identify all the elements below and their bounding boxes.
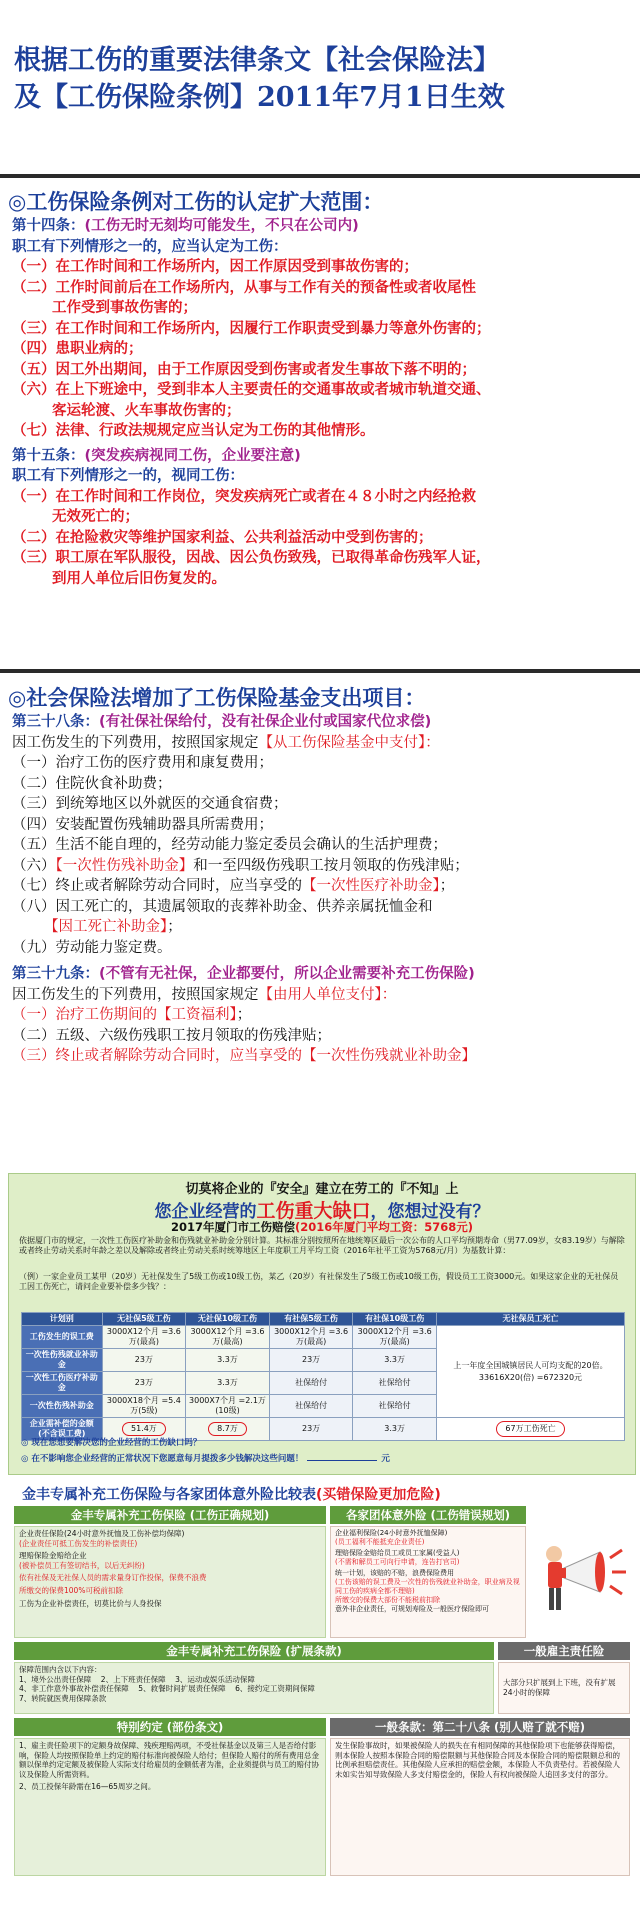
article-39-heading: 第三十九条：(不管有无社保，企业都要付，所以企业需要补充工伤保险)	[12, 966, 475, 982]
death-compensation-note: 上一年度全国城镇居民人可均支配的20倍。 33616X20(倍) =672320元	[436, 1326, 624, 1418]
table-header: 有社保5级工伤	[269, 1313, 353, 1326]
table-cell: 社保给付	[269, 1395, 353, 1418]
comparison-title: 金丰专属补充工伤保险与各家团体意外险比较表(买错保险更加危险)	[22, 1487, 441, 1503]
article-14-item-cont: 客运轮渡、火车事故伤害的；	[52, 402, 241, 419]
article-14-item: （一）在工作时间和工作场所内，因工作原因受到事故伤害的；	[12, 259, 418, 275]
article-14-item: （六）在上下班途中，受到非本人主要责任的交通事故或者城市轨道交通、	[12, 382, 491, 398]
page-header	[0, 0, 640, 116]
article-38-item: （七）终止或者解除劳动合同时，应当享受的【一次性医疗补助金】；	[12, 878, 455, 894]
infobox-example: （例）一家企业员工某甲（20岁）无社保发生了5级工伤或10级工伤，某乙（20岁）有社保发生了5级工伤或10级工伤，假设员工工资3000元。如果这家企业的无社保员工因工伤死亡，请问企业要补偿多少钱？：	[19, 1272, 619, 1291]
employer-liability-header: 一般雇主责任险	[498, 1642, 630, 1660]
article-38-item: （五）生活不能自理的，经劳动能力鉴定委员会确认的生活护理费；	[12, 837, 447, 853]
table-cell: 3000X12个月 =3.6万(最高)	[186, 1326, 270, 1349]
table-cell: 23万	[102, 1372, 186, 1395]
table-header: 无社保员工死亡	[436, 1313, 624, 1326]
table-cell: 3000X12个月 =3.6万(最高)	[353, 1326, 437, 1349]
table-cell: 3.3万	[186, 1372, 270, 1395]
compensation-infobox	[8, 1173, 636, 1475]
employer-liability-body: 大部分只扩展到上下班，没有扩展24小时的保障	[498, 1662, 630, 1714]
article-14-item: （三）在工作时间和工作场所内，因履行工作职责受到暴力等意外伤害的；	[12, 320, 491, 337]
article-14-heading: 第十四条：(工伤无时无刻均可能发生，不只在公司内)	[12, 218, 359, 234]
table-header: 无社保5级工伤	[102, 1313, 186, 1326]
article-14-intro: 职工有下列情形之一的，应当认定为工伤：	[12, 238, 288, 255]
table-cell: 23万	[269, 1418, 353, 1441]
table-cell: 8.7万	[186, 1418, 270, 1441]
article-39-item: （二）五级、六级伤残职工按月领取的伤残津贴；	[12, 1027, 331, 1044]
infobox-note-1: ◎ 现在您想要解决您的企业经营的工伤缺口吗？	[21, 1438, 202, 1448]
infobox-question: 您企业经营的工伤重大缺口，您想过没有？	[154, 1200, 490, 1222]
row-label: 一次性伤残补助金	[22, 1395, 103, 1418]
right-column-header: 各家团体意外险 (工伤错误规划)	[330, 1506, 526, 1524]
row-label: 一次性工伤医疗补助金	[22, 1372, 103, 1395]
insurance-comparison	[8, 1478, 636, 1883]
article-38-item: （八）因工死亡的，其遗属领取的丧葬补助金、供养亲属抚恤金和	[12, 898, 433, 915]
article-38-item: （四）安装配置伤残辅助器具所需费用；	[12, 816, 273, 833]
table-cell: 3000X7个月 =2.1万(10级)	[186, 1395, 270, 1418]
article-15-item: （三）职工原在军队服役，因战、因公负伤致残，已取得革命伤残军人证，	[12, 550, 491, 566]
compensation-table	[21, 1312, 625, 1441]
section-title: ◎工伤保险条例对工伤的认定扩大范围：	[8, 190, 384, 214]
header-line-2: 及【工伤保险条例】2011年7月1日生效	[14, 82, 505, 113]
table-cell: 3.3万	[353, 1349, 437, 1372]
table-header: 无社保10级工伤	[186, 1313, 270, 1326]
article-15-item: （一）在工作时间和工作岗位，突发疾病死亡或者在４８小时之内经抢救	[12, 488, 476, 505]
special-terms-header: 特别约定 (部份条文)	[14, 1718, 326, 1736]
infobox-slogan: 切莫将企业的『安全』建立在劳工的『不知』上	[185, 1182, 459, 1197]
table-cell: 社保给付	[353, 1395, 437, 1418]
special-terms-body: 1、雇主责任险项下的定额身故保障、残疾理赔两项，不受社保基金以及第三人是否给付影响，保险人均按照保险单上约定的赔付标准向被保险人给付；但保险人赔付的所有费用总金额以保单约定定额及被保险人实际支付给雇员的金额低者为准，企业须提供与员工的赔付协议及保险人所需资料。 2、员工投保年龄需在16—65周岁之间。	[14, 1738, 326, 1876]
table-cell: 社保给付	[269, 1372, 353, 1395]
article-38-item: （九）劳动能力鉴定费。	[12, 939, 172, 956]
table-cell: 67万工伤死亡	[436, 1418, 624, 1441]
table-header: 计划别	[22, 1313, 103, 1326]
row-label: 企业需补偿的金额 (不含误工费)	[22, 1418, 103, 1441]
article-39-intro: 因工伤发生的下列费用，按照国家规定【由用人单位支付】：	[12, 986, 397, 1003]
left-column-body: 企业责任保险(24小时意外抚恤及工伤补偿均保障) (企业责任可抵工伤发生的补偿责任) 理赔保险金赔给企业 (被补偿员工有签切结书，以后无纠纷) 依有社保及无社保人员的需求量身订作投保，保费不浪费 所缴交的保费100%可税前扣除 工伤为企业补偿责任，切莫比价与人身投保	[14, 1526, 326, 1638]
article-38-item: （二）住院伙食补助费；	[12, 775, 172, 792]
article-38-item: （一）治疗工伤的医疗费用和康复费用；	[12, 755, 273, 771]
table-header-row	[22, 1313, 625, 1326]
section-fund-expenses	[0, 684, 640, 1067]
right-column-body: 企业福利保险(24小时意外抚恤保障) (员工福利不能抵充企业责任) 理赔保险金赔给员工或员工家属(受益人) (不需和解员工可向行申请，连告打官司) 统一计划，该赔的不赔，浪费保险费用 (工伤该赔的误工费及一次性的伤残就业补助金，职业病及视同工伤的疾病全都不理赔) 所缴交的保费大部份不能税前扣除 意外非企业责任，可规划寿险及一般医疗保险即可	[330, 1526, 526, 1638]
row-label: 一次性伤残就业补助金	[22, 1349, 103, 1372]
table-cell: 23万	[269, 1349, 353, 1372]
article-39-item: （一）治疗工伤期间的【工资福利】；	[12, 1007, 252, 1023]
article-15-item-cont: 无效死亡的；	[52, 509, 139, 525]
table-cell: 51.4万	[102, 1418, 186, 1441]
infobox-note-2: ◎ 在不影响您企业经营的正常状况下您愿意每月提拨多少钱解决这些问题！ 元	[21, 1454, 390, 1464]
article-14-item: （七）法律、行政法规规定应当认定为工伤的其他情形。	[12, 423, 375, 439]
article-38-item-cont: 【因工死亡补助金】；	[44, 919, 182, 935]
article-38-item: （三）到统筹地区以外就医的交通食宿费；	[12, 796, 288, 812]
table-cell: 23万	[102, 1349, 186, 1372]
article-14-item: （五）因工外出期间，由于工作原因受到伤害或者发生事故下落不明的；	[12, 361, 476, 378]
table-cell: 3000X12个月 =3.6万(最高)	[269, 1326, 353, 1349]
article-14-item: （四）患职业病的；	[12, 341, 143, 357]
header-line-1: 根据工伤的重要法律条文【社会保险法】	[14, 45, 500, 76]
article-38-item: （六）【一次性伤残补助金】和一至四级伤残职工按月领取的伤残津贴；	[12, 857, 469, 874]
extension-body: 保障范围内含以下内容： 1、境外公出责任保障 2、上下班责任保障 3、运动或娱乐活动保障 4、非工作意外事故补偿责任保障 5、救餐时间扩展责任保障 6、接约定工资期间保障 7、转院就医费用保障条款	[14, 1662, 494, 1714]
extension-header: 金丰专属补充工伤保险 (扩展条款)	[14, 1642, 494, 1660]
general-terms-body: 发生保险事故时，如果被保险人的损失在有相同保障的其他保险项下也能够获得赔偿，则本保险人按照本保险合同的赔偿限额与其他保险合同及本保险合同的赔偿限额总和的比例承担赔偿责任。其他保险人应承担的赔偿金额，本保险人不负责垫付。若被保险人未如实告知导致保险人多支付赔偿金的，保险人有权向被保险人追回多支付的部分。	[330, 1738, 630, 1876]
table-cell: 3.3万	[353, 1418, 437, 1441]
table-row	[22, 1326, 625, 1349]
general-terms-header: 一般条款：第二十八条 (别人赔了就不赔)	[330, 1718, 630, 1736]
article-15-intro: 职工有下列情形之一的，视同工伤：	[12, 468, 244, 484]
table-cell: 3.3万	[186, 1349, 270, 1372]
megaphone-icon	[530, 1540, 630, 1620]
infobox-rules: 依据厦门市的规定，一次性工伤医疗补助金和伤残就业补助金分别计算。其标准分别按照所在地统筹区最后一次公布的人口平均预期寿命（男77.09岁，女83.19岁）与解除或者终止劳动关系时年龄之差以及解除或者终止劳动关系时统筹地区上年度职工月平均工资（2016年社平工资为5768元/月）为基数计算：	[19, 1236, 625, 1255]
row-label: 工伤发生的误工费	[22, 1326, 103, 1349]
article-14-item-cont: 工作受到事故伤害的；	[52, 300, 197, 316]
divider	[0, 669, 640, 673]
article-38-intro: 因工伤发生的下列费用，按照国家规定【从工伤保险基金中支付】：	[12, 734, 440, 751]
section-injury-scope	[0, 188, 640, 589]
left-column-header: 金丰专属补充工伤保险 (工伤正确规划)	[14, 1506, 326, 1524]
article-39-item: （三）终止或者解除劳动合同时，应当享受的【一次性伤残就业补助金】	[12, 1048, 476, 1064]
divider	[0, 174, 640, 178]
article-15-heading: 第十五条：(突发疾病视同工伤，企业要注意)	[12, 447, 301, 464]
section-title: ◎社会保险法增加了工伤保险基金支出项目：	[8, 686, 426, 710]
table-cell: 3000X12个月 =3.6万(最高)	[102, 1326, 186, 1349]
table-cell: 3000X18个月 =5.4万(5级)	[102, 1395, 186, 1418]
article-38-heading: 第三十八条：(有社保社保给付，没有社保企业付或国家代位求偿)	[12, 714, 432, 730]
infobox-year: 2017年厦门市工伤赔偿(2016年厦门平均工资：5768元)	[170, 1220, 474, 1234]
table-header: 有社保10级工伤	[353, 1313, 437, 1326]
table-cell: 社保给付	[353, 1372, 437, 1395]
article-15-item-cont: 到用人单位后旧伤复发的。	[52, 570, 226, 587]
article-14-item: （二）工作时间前后在工作场所内，从事与工作有关的预备性或者收尾性	[12, 279, 476, 296]
article-15-item: （二）在抢险救灾等维护国家利益、公共利益活动中受到伤害的；	[12, 529, 433, 546]
